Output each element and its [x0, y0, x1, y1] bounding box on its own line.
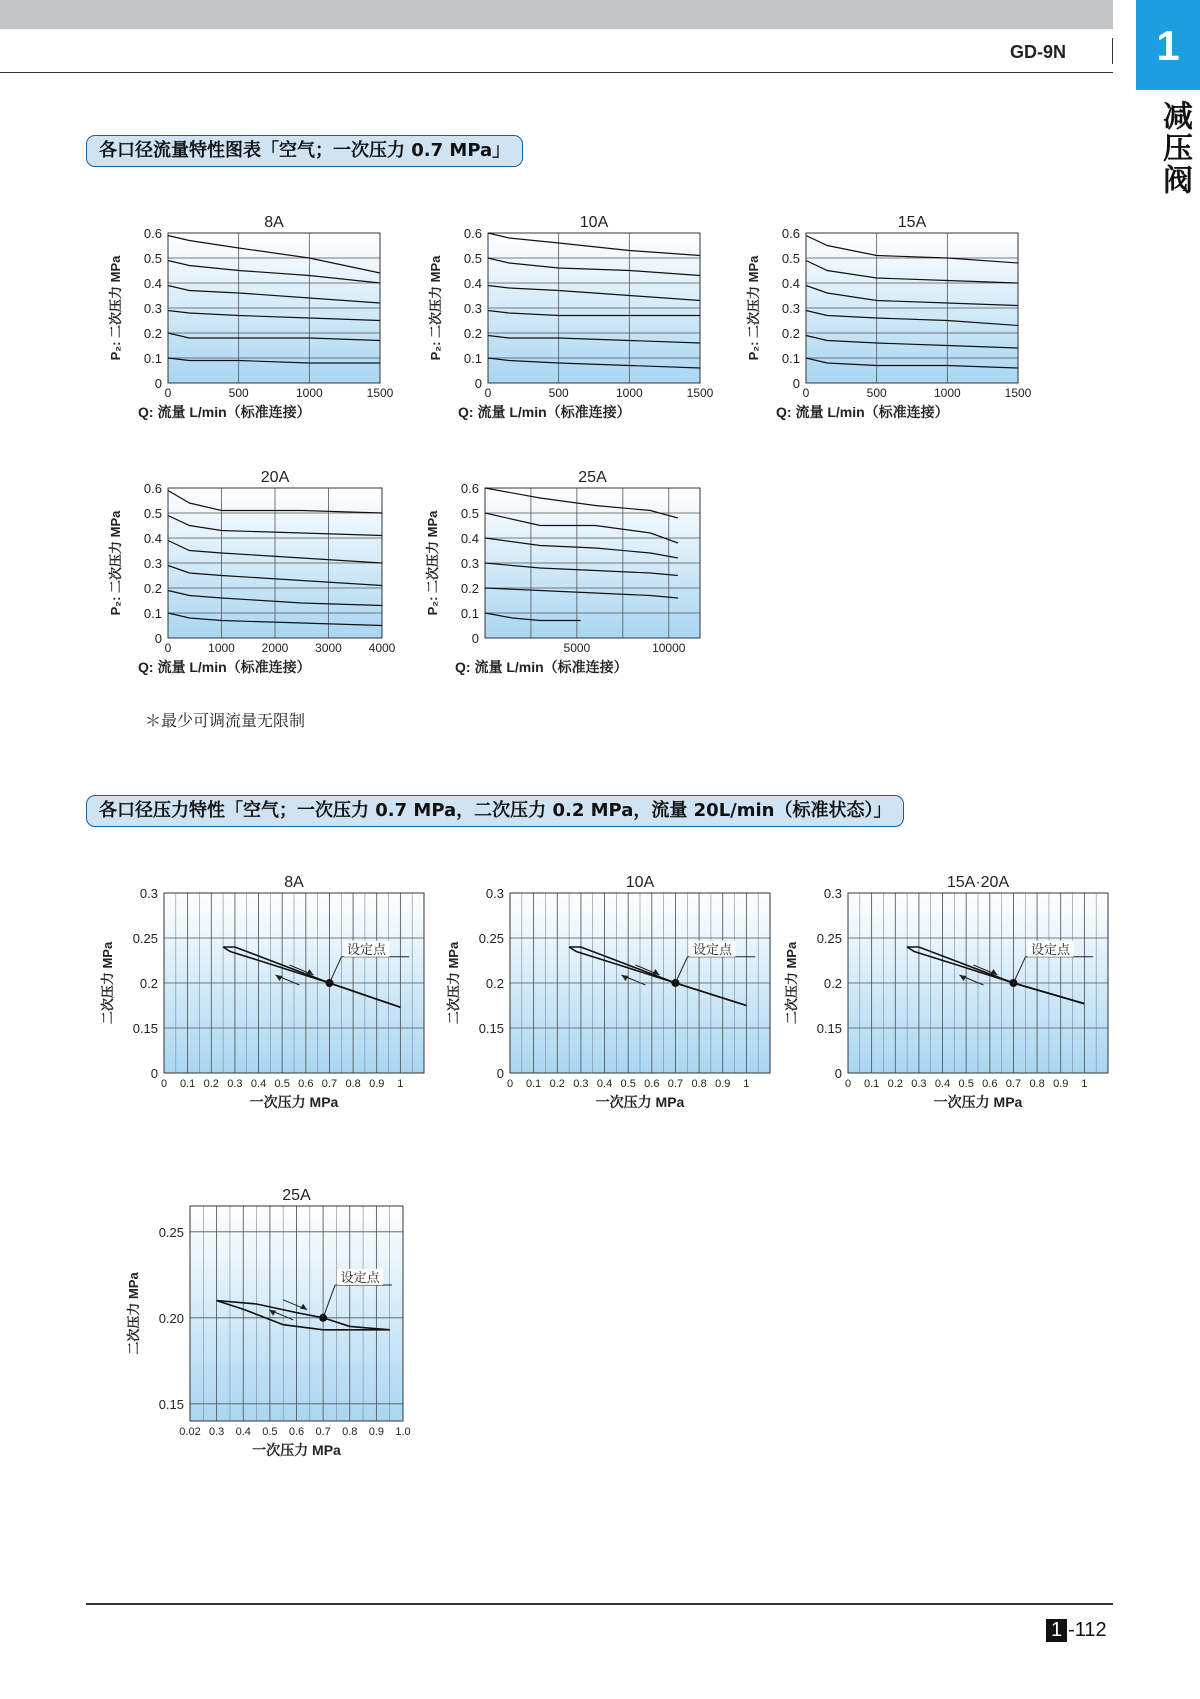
x-tick-label: 0 — [506, 1078, 514, 1090]
x-tick-label: 1500 — [366, 386, 394, 400]
chart-flow-15a — [740, 208, 1040, 438]
x-tick-label: 1500 — [1004, 386, 1032, 400]
x-tick-label: 1000 — [933, 386, 961, 400]
x-tick-label: 2000 — [261, 641, 289, 655]
x-tick-label: 4000 — [368, 641, 396, 655]
model-divider — [1112, 38, 1113, 64]
y-tick-label: 0.1 — [143, 606, 162, 621]
y-tick-label: 0.4 — [460, 531, 479, 546]
chart-title: 25A — [578, 469, 607, 486]
x-tick-label: 0.4 — [934, 1078, 951, 1090]
chart-title: 8A — [264, 214, 284, 231]
note-text: ＊最少可调流量无限制 — [145, 711, 306, 730]
x-tick-label: 0.8 — [691, 1078, 707, 1090]
chart-pressure-15a-20a — [784, 865, 1124, 1130]
y-axis-label: 二次压力 MPa — [446, 941, 461, 1025]
x-tick-label: 1 — [1081, 1078, 1088, 1090]
y-tick-label: 0.3 — [143, 301, 162, 316]
y-tick-label: 0 — [792, 376, 800, 391]
x-axis-label: Q: 流量 L/min（标准连接） — [138, 404, 311, 420]
x-tick-label: 3000 — [315, 641, 342, 655]
x-tick-label: 0.2 — [549, 1078, 565, 1090]
y-axis-label: P₂: 二次压力 MPa — [425, 510, 440, 616]
y-axis-label: P₂: 二次压力 MPa — [108, 255, 123, 361]
x-tick-label: 0.6 — [982, 1078, 998, 1090]
y-tick-label: 0.2 — [823, 976, 842, 991]
x-tick-label: 1500 — [686, 386, 714, 400]
x-tick-label: 1000 — [615, 386, 643, 400]
x-tick-label: 0.4 — [235, 1426, 251, 1438]
x-tick-label: 0 — [164, 641, 172, 655]
page-number-value: -112 — [1068, 1619, 1107, 1641]
section-title-flow: 各口径流量特性图表「空气；一次压力 0.7 MPa」 — [86, 135, 523, 167]
x-tick-label: 0.6 — [288, 1426, 305, 1438]
chart-title: 15A — [897, 214, 927, 231]
x-tick-label: 0.8 — [345, 1078, 361, 1090]
y-tick-label: 0.1 — [781, 351, 800, 366]
setpoint-label: 设定点 — [692, 941, 732, 957]
y-tick-label: 0.2 — [781, 326, 800, 341]
y-tick-label: 0.1 — [143, 351, 162, 366]
y-tick-label: 0.2 — [485, 976, 504, 991]
y-tick-label: 0.3 — [823, 886, 842, 901]
x-tick-label: 500 — [866, 386, 887, 400]
y-tick-label: 0 — [154, 376, 162, 391]
y-tick-label: 0.3 — [139, 886, 158, 901]
y-tick-label: 0.5 — [781, 251, 800, 266]
x-tick-label: 5000 — [563, 641, 591, 655]
x-axis-label: Q: 流量 L/min（标准连接） — [776, 404, 949, 420]
x-tick-label: 0.5 — [620, 1078, 636, 1090]
setpoint-label: 设定点 — [340, 1269, 380, 1285]
y-tick-label: 0.15 — [158, 1396, 184, 1412]
x-tick-label: 0 — [160, 1078, 168, 1090]
x-tick-label: 0.8 — [1029, 1078, 1045, 1090]
y-tick-label: 0.3 — [143, 556, 162, 571]
model-number: GD-9N — [1010, 42, 1067, 62]
y-axis-label: P₂: 二次压力 MPa — [746, 255, 761, 361]
x-tick-label: 0.9 — [715, 1078, 731, 1090]
x-tick-label: 0.3 — [227, 1078, 243, 1090]
x-tick-label: 0.5 — [262, 1426, 278, 1438]
header-bar — [0, 0, 1113, 29]
y-tick-label: 0.5 — [143, 506, 162, 521]
x-tick-label: 0 — [484, 386, 492, 400]
chart-title: 10A — [579, 214, 609, 231]
x-axis-label: Q: 流量 L/min（标准连接） — [138, 659, 311, 675]
y-tick-label: 0.25 — [158, 1224, 184, 1240]
x-tick-label: 1 — [743, 1078, 750, 1090]
x-tick-label: 0.9 — [1053, 1078, 1069, 1090]
setpoint-marker — [671, 979, 679, 987]
footer-rule — [86, 1603, 1113, 1605]
chart-flow-8a — [100, 208, 400, 438]
x-tick-label: 0.1 — [525, 1078, 542, 1090]
y-tick-label: 0.15 — [816, 1021, 842, 1036]
chart-flow-10a — [420, 208, 720, 438]
x-tick-label: 10000 — [652, 641, 686, 655]
y-tick-label: 0 — [471, 631, 479, 646]
y-tick-label: 0.1 — [460, 606, 479, 621]
x-tick-label: 0 — [164, 386, 172, 400]
y-axis-label: P₂: 二次压力 MPa — [428, 255, 443, 361]
y-tick-label: 0.6 — [460, 481, 479, 496]
x-tick-label: 1.0 — [395, 1426, 411, 1438]
y-tick-label: 0.2 — [460, 581, 479, 596]
x-tick-label: 0 — [802, 386, 810, 400]
setpoint-label: 设定点 — [1030, 941, 1070, 957]
y-tick-label: 0.2 — [463, 326, 482, 341]
setpoint-marker — [1009, 979, 1017, 987]
x-tick-label: 0.1 — [863, 1078, 880, 1090]
y-tick-label: 0.2 — [139, 976, 158, 991]
x-axis-label: 一次压力 MPa — [249, 1094, 339, 1110]
y-tick-label: 0.5 — [143, 251, 162, 266]
x-axis-label: Q: 流量 L/min（标准连接） — [458, 404, 631, 420]
chart-flow-20a — [100, 463, 400, 693]
y-axis-label: P₂: 二次压力 MPa — [108, 510, 123, 616]
x-tick-label: 0.1 — [179, 1078, 196, 1090]
chart-pressure-25a — [120, 1178, 440, 1478]
y-axis-label: 二次压力 MPa — [784, 941, 799, 1025]
x-tick-label: 0.4 — [250, 1078, 267, 1090]
y-tick-label: 0.4 — [143, 531, 162, 546]
y-tick-label: 0.6 — [463, 226, 482, 241]
x-tick-label: 0.7 — [315, 1426, 331, 1438]
x-tick-label: 0.3 — [573, 1078, 589, 1090]
chart-pressure-8a — [100, 865, 440, 1130]
y-tick-label: 0.3 — [781, 301, 800, 316]
y-tick-label: 0.3 — [460, 556, 479, 571]
y-tick-label: 0 — [474, 376, 482, 391]
x-axis-label: Q: 流量 L/min（标准连接） — [455, 659, 628, 675]
x-tick-label: 0.02 — [179, 1426, 201, 1438]
y-tick-label: 0.25 — [132, 931, 158, 946]
x-tick-label: 0 — [844, 1078, 852, 1090]
y-tick-label: 0.15 — [478, 1021, 504, 1036]
setpoint-marker — [319, 1314, 327, 1322]
chart-title: 20A — [260, 469, 290, 486]
x-tick-label: 0.2 — [203, 1078, 219, 1090]
x-tick-label: 0.7 — [321, 1078, 338, 1090]
x-tick-label: 0.2 — [887, 1078, 903, 1090]
y-tick-label: 0.20 — [158, 1310, 184, 1326]
y-tick-label: 0.2 — [143, 326, 162, 341]
x-tick-label: 0.7 — [1005, 1078, 1022, 1090]
chapter-name: 减压阀 — [1157, 100, 1192, 196]
section-title-pressure: 各口径压力特性「空气；一次压力 0.7 MPa，二次压力 0.2 MPa，流量 20L/min（标准状态）」 — [86, 795, 904, 827]
y-tick-label: 0.25 — [478, 931, 504, 946]
y-axis-label: 二次压力 MPa — [100, 941, 115, 1025]
x-axis-label: 一次压力 MPa — [933, 1094, 1023, 1110]
x-tick-label: 0.9 — [368, 1426, 385, 1438]
x-tick-label: 0.9 — [369, 1078, 385, 1090]
chart-flow-25a — [420, 463, 720, 693]
chart-title: 10A — [625, 874, 655, 891]
x-tick-label: 0.3 — [208, 1426, 225, 1438]
x-tick-label: 0.6 — [298, 1078, 314, 1090]
y-tick-label: 0.4 — [781, 276, 800, 291]
setpoint-label: 设定点 — [346, 941, 386, 957]
y-tick-label: 0.3 — [463, 301, 482, 316]
y-tick-label: 0 — [496, 1066, 504, 1081]
x-tick-label: 500 — [228, 386, 249, 400]
x-tick-label: 0.6 — [644, 1078, 660, 1090]
x-tick-label: 0.7 — [667, 1078, 684, 1090]
y-tick-label: 0.25 — [816, 931, 842, 946]
x-tick-label: 1000 — [295, 386, 323, 400]
x-tick-label: 1 — [397, 1078, 404, 1090]
page-number — [1046, 1619, 1107, 1642]
y-tick-label: 0 — [154, 631, 162, 646]
y-tick-label: 0.3 — [485, 886, 504, 901]
y-tick-label: 0.6 — [781, 226, 800, 241]
page-chapter-badge: 1 — [1046, 1619, 1067, 1642]
y-tick-label: 0.6 — [143, 226, 162, 241]
chart-pressure-10a — [446, 865, 786, 1130]
chart-title: 25A — [282, 1187, 311, 1204]
chart-title: 8A — [284, 874, 304, 891]
y-tick-label: 0.5 — [460, 506, 479, 521]
x-tick-label: 0.3 — [911, 1078, 927, 1090]
x-axis-label: 一次压力 MPa — [595, 1094, 685, 1110]
x-axis-label: 一次压力 MPa — [252, 1442, 341, 1458]
x-tick-label: 0.8 — [342, 1426, 358, 1438]
x-tick-label: 0.5 — [958, 1078, 974, 1090]
y-tick-label: 0.2 — [143, 581, 162, 596]
y-tick-label: 0.4 — [463, 276, 482, 291]
x-tick-label: 0.5 — [274, 1078, 290, 1090]
x-tick-label: 500 — [548, 386, 569, 400]
chapter-tab[interactable]: 1 — [1136, 0, 1200, 90]
x-tick-label: 0.4 — [596, 1078, 613, 1090]
chart-title: 15A·20A — [946, 874, 1010, 891]
y-tick-label: 0.15 — [132, 1021, 158, 1036]
y-tick-label: 0 — [150, 1066, 158, 1081]
y-tick-label: 0.6 — [143, 481, 162, 496]
y-tick-label: 0.5 — [463, 251, 482, 266]
y-tick-label: 0.1 — [463, 351, 482, 366]
setpoint-marker — [325, 979, 333, 987]
y-tick-label: 0 — [834, 1066, 842, 1081]
x-tick-label: 1000 — [208, 641, 235, 655]
header-rule — [0, 72, 1113, 73]
y-tick-label: 0.4 — [143, 276, 162, 291]
y-axis-label: 二次压力 MPa — [126, 1272, 141, 1355]
